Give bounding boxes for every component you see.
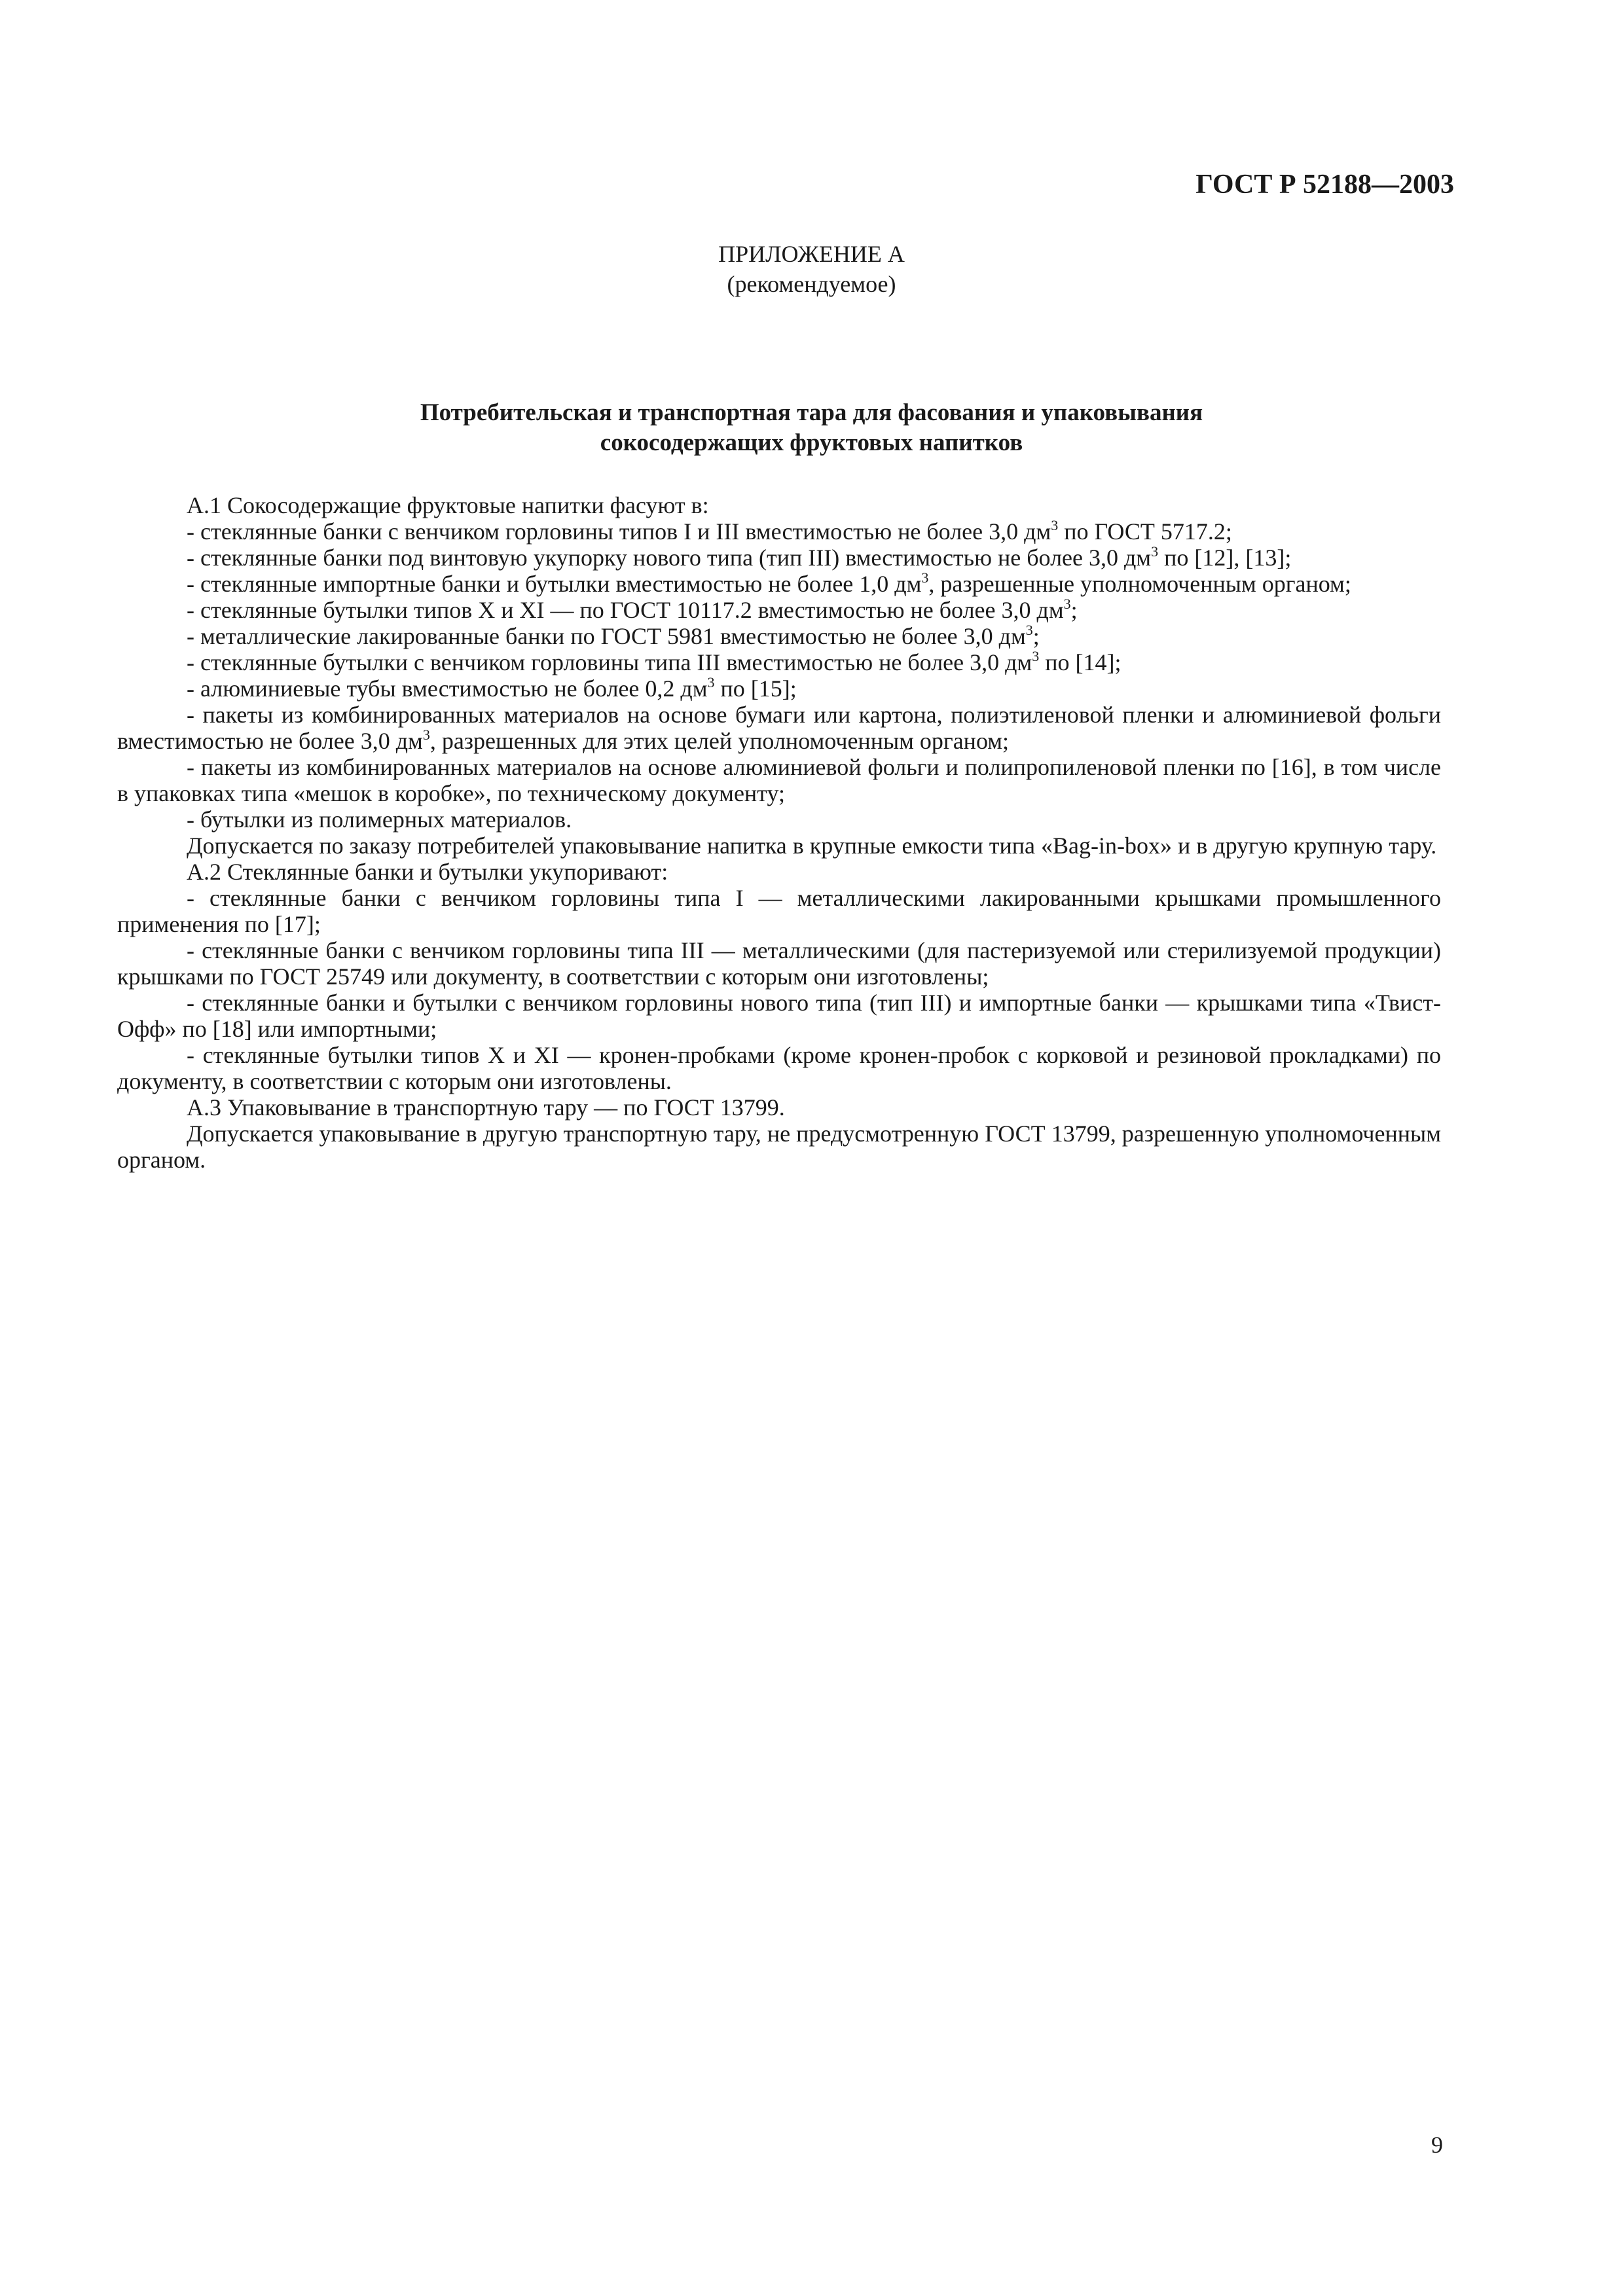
paragraph: - стеклянные банки и бутылки с венчиком горловины нового типа (тип III) и импортные банки — крышками типа «Твист-Офф» по [18] или импортными; — [117, 990, 1441, 1042]
paragraph: - стеклянные бутылки типов X и XI — по ГОСТ 10117.2 вместимостью не более 3,0 $дм^3$; — [187, 596, 1078, 623]
paragraph: - алюминиевые тубы вместимостью не более 0,2 $дм^3$ по [15]; — [187, 674, 797, 702]
appendix-status: (рекомендуемое) — [727, 271, 896, 297]
paragraph: Допускается упаковывание в другую транспортную тару, не предусмотренную ГОСТ 13799, разрешенную уполномоченным органом. — [117, 1121, 1441, 1173]
paragraph: - металлические лакированные банки по ГОСТ 5981 вместимостью не более 3,0 $дм^3$; — [187, 622, 1040, 649]
appendix-label: ПРИЛОЖЕНИЕ А — [718, 241, 905, 267]
paragraph: - бутылки из полимерных материалов. — [187, 806, 572, 833]
section-title-line-1: Потребительская и транспортная тара для фасования и упаковывания — [420, 399, 1203, 426]
section-title — [0, 398, 1623, 458]
superscript: 3 — [1025, 622, 1033, 638]
appendix-heading — [0, 239, 1623, 299]
paragraph: - стеклянные банки под винтовую укупорку нового типа (тип III) вместимостью не более 3,0 $дм^3$ по [12], [13]; — [187, 543, 1292, 571]
body-text — [117, 492, 1441, 1173]
paragraph: - стеклянные бутылки с венчиком горловины типа III вместимостью не более 3,0 $дм^3$ по [14]; — [187, 648, 1122, 675]
paragraph: - пакеты из комбинированных материалов на основе бумаги или картона, полиэтиленовой пленки и алюминиевой фольги вместимостью не более 3,0 $дм^3$, разрешенных для этих целей уполномоченным органом; — [117, 702, 1441, 754]
superscript: 3 — [1032, 648, 1040, 664]
superscript: 3 — [422, 726, 430, 743]
superscript: 3 — [1151, 543, 1159, 560]
superscript: 3 — [1051, 517, 1059, 533]
paragraph: А.3 Упаковывание в транспортную тару — по ГОСТ 13799. — [187, 1094, 785, 1121]
paragraph: - пакеты из комбинированных материалов на основе алюминиевой фольги и полипропиленовой пленки по [16], в том числе в упаковках типа «мешок в коробке», по техническому документу; — [117, 754, 1441, 806]
superscript: 3 — [1063, 596, 1071, 612]
paragraph: - стеклянные бутылки типов X и XI — кронен-пробками (кроме кронен-пробок с корковой и резиновой прокладками) по документу, в соответствии с которым они изготовлены. — [117, 1042, 1441, 1094]
paragraph: - стеклянные банки с венчиком горловины типа III — металлическими (для пастеризуемой или стерилизуемой продукции) крышками по ГОСТ 25749 или документу, в соответствии с которым они изготовлены; — [117, 937, 1441, 990]
superscript: 3 — [921, 569, 929, 586]
superscript: 3 — [707, 674, 715, 691]
page-number: 9 — [1431, 2132, 1443, 2158]
document-code: ГОСТ Р 52188—2003 — [1195, 170, 1454, 200]
paragraph: - стеклянные импортные банки и бутылки вместимостью не более 1,0 $дм^3$, разрешенные уполномоченным органом; — [187, 569, 1351, 597]
paragraph: - стеклянные банки с венчиком горловины типа I — металлическими лакированными крышками промышленного применения по [17]; — [117, 885, 1441, 937]
section-title-line-2: сокосодержащих фруктовых напитков — [600, 429, 1023, 456]
paragraph: А.1 Сокосодержащие фруктовые напитки фасуют в: — [187, 492, 709, 518]
paragraph: А.2 Стеклянные банки и бутылки укупоривают: — [187, 859, 668, 885]
paragraph: - стеклянные банки с венчиком горловины типов I и III вместимостью не более 3,0 $дм^3$ по ГОСТ 5717.2; — [187, 517, 1232, 545]
paragraph: Допускается по заказу потребителей упаковывание напитка в крупные емкости типа «Bag-in-box» и в другую крупную тару. — [187, 833, 1437, 859]
